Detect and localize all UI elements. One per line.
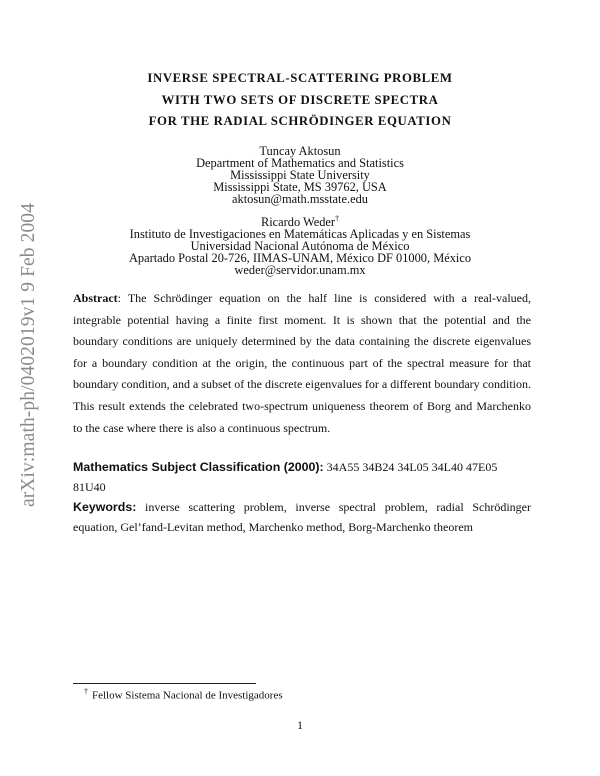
- author-university: Mississippi State University: [230, 167, 370, 182]
- footnote-text: Fellow Sistema Nacional de Investigadores: [92, 689, 283, 702]
- arxiv-identifier-stamp: arXiv:math-ph/0402019v1 9 Feb 2004: [18, 203, 39, 507]
- keywords-label: Keywords:: [73, 500, 137, 514]
- classification-block: [73, 457, 531, 537]
- paper-title: [0, 68, 600, 133]
- footnote: [84, 687, 283, 702]
- keywords-text: inverse scattering problem, inverse spectral problem, radial Schrödinger equation, Gel’fand-Levitan method, Marchenko method, Borg-Marchenko theorem: [73, 500, 532, 534]
- msc-line: [73, 457, 531, 497]
- author-email: aktosun@math.msstate.edu: [232, 191, 368, 206]
- author-block-aktosun: [0, 146, 600, 206]
- abstract-label: Abstract: [73, 291, 118, 305]
- author-university: Universidad Nacional Autónoma de México: [190, 238, 410, 253]
- footnote-divider: [73, 683, 256, 684]
- title-line: WITH TWO SETS OF DISCRETE SPECTRA: [161, 92, 439, 107]
- title-line: FOR THE RADIAL SCHRÖDINGER EQUATION: [148, 114, 452, 128]
- footnote-mark: †: [335, 214, 340, 223]
- page-number: 1: [297, 718, 303, 732]
- author-address: Apartado Postal 20-726, IIMAS-UNAM, México DF 01000, México: [128, 250, 472, 265]
- author-name: Tuncay Aktosun: [259, 144, 341, 158]
- author-department: Department of Mathematics and Statistics: [196, 155, 404, 170]
- author-address: Mississippi State, MS 39762, USA: [213, 179, 387, 194]
- keywords-line: [73, 497, 531, 537]
- footnote-mark: †: [84, 687, 88, 696]
- abstract-text: : The Schrödinger equation on the half line is considered with a real-valued, integrable potential having a finite first moment. It is shown that the potential and the boundary conditions are uniquely determined by the data containing the discrete eigenvalues for a boundary condition at the origin, the continuous part of the spectral measure for that boundary condition, and a subset of the discrete eigenvalues for a different boundary condition. This result extends the celebrated two-spectrum uniqueness theorem of Borg and Marchenko to the case where there is also a continuous spectrum.: [73, 291, 531, 435]
- author-block-weder: [0, 213, 600, 277]
- author-name-text: Ricardo Weder: [260, 215, 336, 230]
- msc-codes: 34A55 34B24 34L05 34L40 47E05 81U40: [73, 460, 498, 494]
- author-email: weder@servidor.unam.mx: [234, 262, 366, 277]
- msc-label: Mathematics Subject Classification (2000):: [73, 460, 324, 474]
- author-institute: Instituto de Investigaciones en Matemáticas Aplicadas y en Sistemas: [129, 227, 471, 242]
- title-line: INVERSE SPECTRAL-SCATTERING PROBLEM: [147, 71, 453, 85]
- abstract: [73, 288, 531, 439]
